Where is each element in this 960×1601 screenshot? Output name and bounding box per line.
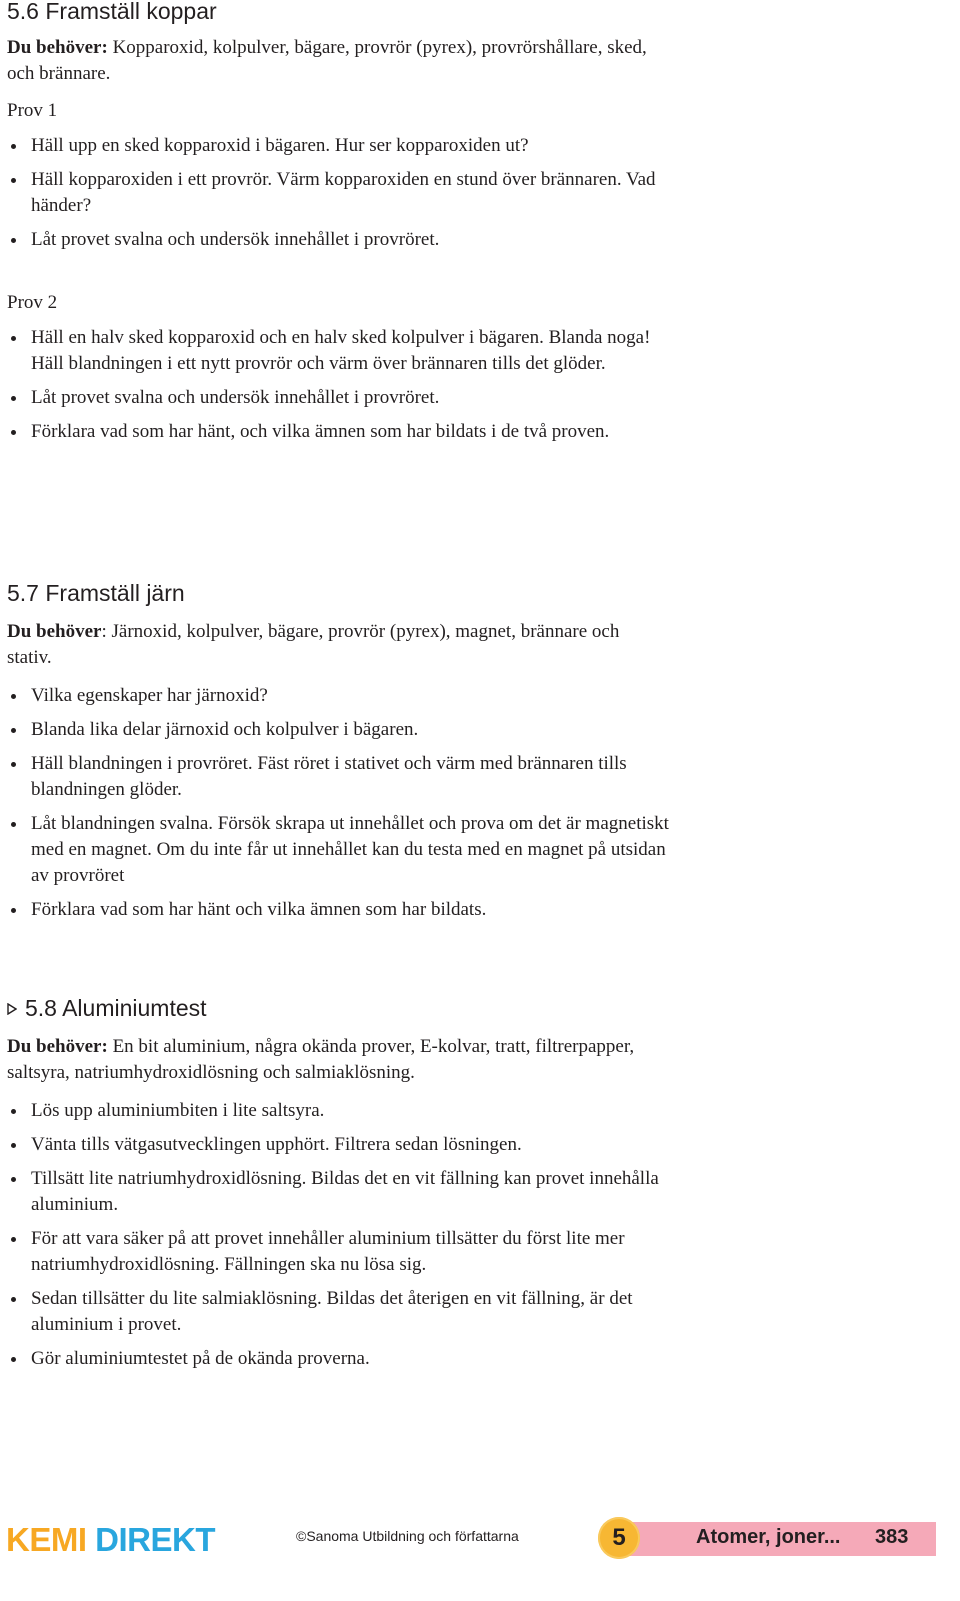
list-item-text: Låt blandningen svalna. Försök skrapa ut innehållet och prova om det är magnetiskt med en magnet. Om du inte får ut innehållet kan du testa med en magnet på utsidan av provröret	[31, 813, 669, 886]
list-item-text: För att vara säker på att provet innehåller aluminium tillsätter du först lite mer natriumhydroxidlösning. Fällningen ska nu lösa sig.	[31, 1228, 625, 1275]
list-item	[7, 717, 671, 743]
requirements	[7, 619, 667, 671]
prov-2-heading: Prov 2	[7, 292, 58, 313]
list-item-text: Häll en halv sked kopparoxid och en halv sked kolpulver i bägaren. Blanda noga! Häll blandningen i ett nytt provrör och värm över brännaren tills det glöder.	[31, 327, 651, 374]
bullet-icon	[11, 430, 16, 435]
prov-1-list	[7, 133, 707, 253]
triangle-outline-right-icon	[7, 1003, 17, 1015]
page-footer	[0, 1512, 960, 1572]
section-5-6	[7, 0, 707, 453]
bullet-icon	[11, 728, 16, 733]
list-item	[7, 1286, 671, 1338]
list-item	[7, 385, 671, 411]
copyright-text: ©Sanoma Utbildning och författarna	[296, 1528, 519, 1544]
section-title	[7, 994, 707, 1022]
list-item-text: Låt provet svalna och undersök innehållet i provröret.	[31, 229, 440, 250]
section-5-7	[7, 579, 707, 931]
list-item-text: Tillsätt lite natriumhydroxidlösning. Bildas det en vit fällning kan provet innehålla aluminium.	[31, 1168, 659, 1215]
bullet-icon	[11, 336, 16, 341]
bullet-icon	[11, 822, 16, 827]
list-item	[7, 683, 671, 709]
prov-1-heading: Prov 1	[7, 100, 58, 121]
bullet-icon	[11, 1177, 16, 1182]
instruction-list	[7, 683, 707, 923]
list-item	[7, 1166, 671, 1218]
kemi-direkt-logo	[6, 1520, 215, 1560]
chapter-number-badge: 5	[598, 1517, 640, 1559]
bullet-icon	[11, 396, 16, 401]
list-item	[7, 419, 671, 445]
page-number: 383	[875, 1526, 909, 1548]
bullet-icon	[11, 1237, 16, 1242]
section-title-text: 5.8 Aluminiumtest	[25, 995, 207, 1021]
section-5-8	[7, 994, 707, 1380]
list-item	[7, 1226, 671, 1278]
list-item	[7, 1346, 671, 1372]
bullet-icon	[11, 694, 16, 699]
prov-2-list	[7, 325, 707, 445]
list-item-text: Gör aluminiumtestet på de okända proverna.	[31, 1348, 370, 1369]
list-item	[7, 167, 671, 219]
list-item	[7, 751, 671, 803]
bullet-icon	[11, 762, 16, 767]
requirements-text: Kopparoxid, kolpulver, bägare, provrör (pyrex), provrörshållare, sked, och brännare.	[7, 37, 647, 84]
list-item	[7, 227, 671, 253]
list-item	[7, 1132, 671, 1158]
requirements-text: : Järnoxid, kolpulver, bägare, provrör (pyrex), magnet, brännare och stativ.	[7, 621, 620, 668]
bullet-icon	[11, 144, 16, 149]
list-item-text: Sedan tillsätter du lite salmiaklösning. Bildas det återigen en vit fällning, är det aluminium i provet.	[31, 1288, 633, 1335]
bullet-icon	[11, 1297, 16, 1302]
list-item	[7, 811, 671, 889]
list-item	[7, 133, 671, 159]
list-item-text: Förklara vad som har hänt och vilka ämnen som har bildats.	[31, 899, 487, 920]
list-item-text: Låt provet svalna och undersök innehållet i provröret.	[31, 387, 440, 408]
requirements-label: Du behöver:	[7, 1036, 108, 1057]
list-item-text: Häll blandningen i provröret. Fäst röret i stativet och värm med brännaren tills blandningen glöder.	[31, 753, 627, 800]
bullet-icon	[11, 908, 16, 913]
requirements	[7, 35, 667, 87]
requirements	[7, 1034, 667, 1086]
requirements-label: Du behöver	[7, 621, 102, 642]
bullet-icon	[11, 1109, 16, 1114]
list-item-text: Vänta tills vätgasutvecklingen upphört. Filtrera sedan lösningen.	[31, 1134, 522, 1155]
list-item-text: Förklara vad som har hänt, och vilka ämnen som har bildats i de två proven.	[31, 421, 610, 442]
instruction-list	[7, 1098, 707, 1372]
list-item-text: Blanda lika delar järnoxid och kolpulver i bägaren.	[31, 719, 419, 740]
bullet-icon	[11, 1357, 16, 1362]
list-item	[7, 1098, 671, 1124]
requirements-text: En bit aluminium, några okända prover, E-kolvar, tratt, filtrerpapper, saltsyra, natriumhydroxidlösning och salmiaklösning.	[7, 1036, 635, 1083]
list-item-text: Häll upp en sked kopparoxid i bägaren. Hur ser kopparoxiden ut?	[31, 135, 529, 156]
list-item	[7, 897, 671, 923]
section-title: 5.7 Framställ järn	[7, 580, 185, 606]
logo-part-kemi: KEMI	[6, 1521, 87, 1558]
logo-part-direkt: DIREKT	[95, 1521, 216, 1558]
requirements-label: Du behöver:	[7, 37, 108, 58]
bullet-icon	[11, 238, 16, 243]
list-item-text: Lös upp aluminiumbiten i lite saltsyra.	[31, 1100, 325, 1121]
bullet-icon	[11, 1143, 16, 1148]
bullet-icon	[11, 178, 16, 183]
section-title: 5.6 Framställ koppar	[7, 0, 217, 24]
chapter-title: Atomer, joner...	[696, 1526, 841, 1548]
list-item	[7, 325, 671, 377]
list-item-text: Häll kopparoxiden i ett provrör. Värm kopparoxiden en stund över brännaren. Vad händer?	[31, 169, 656, 216]
list-item-text: Vilka egenskaper har järnoxid?	[31, 685, 268, 706]
